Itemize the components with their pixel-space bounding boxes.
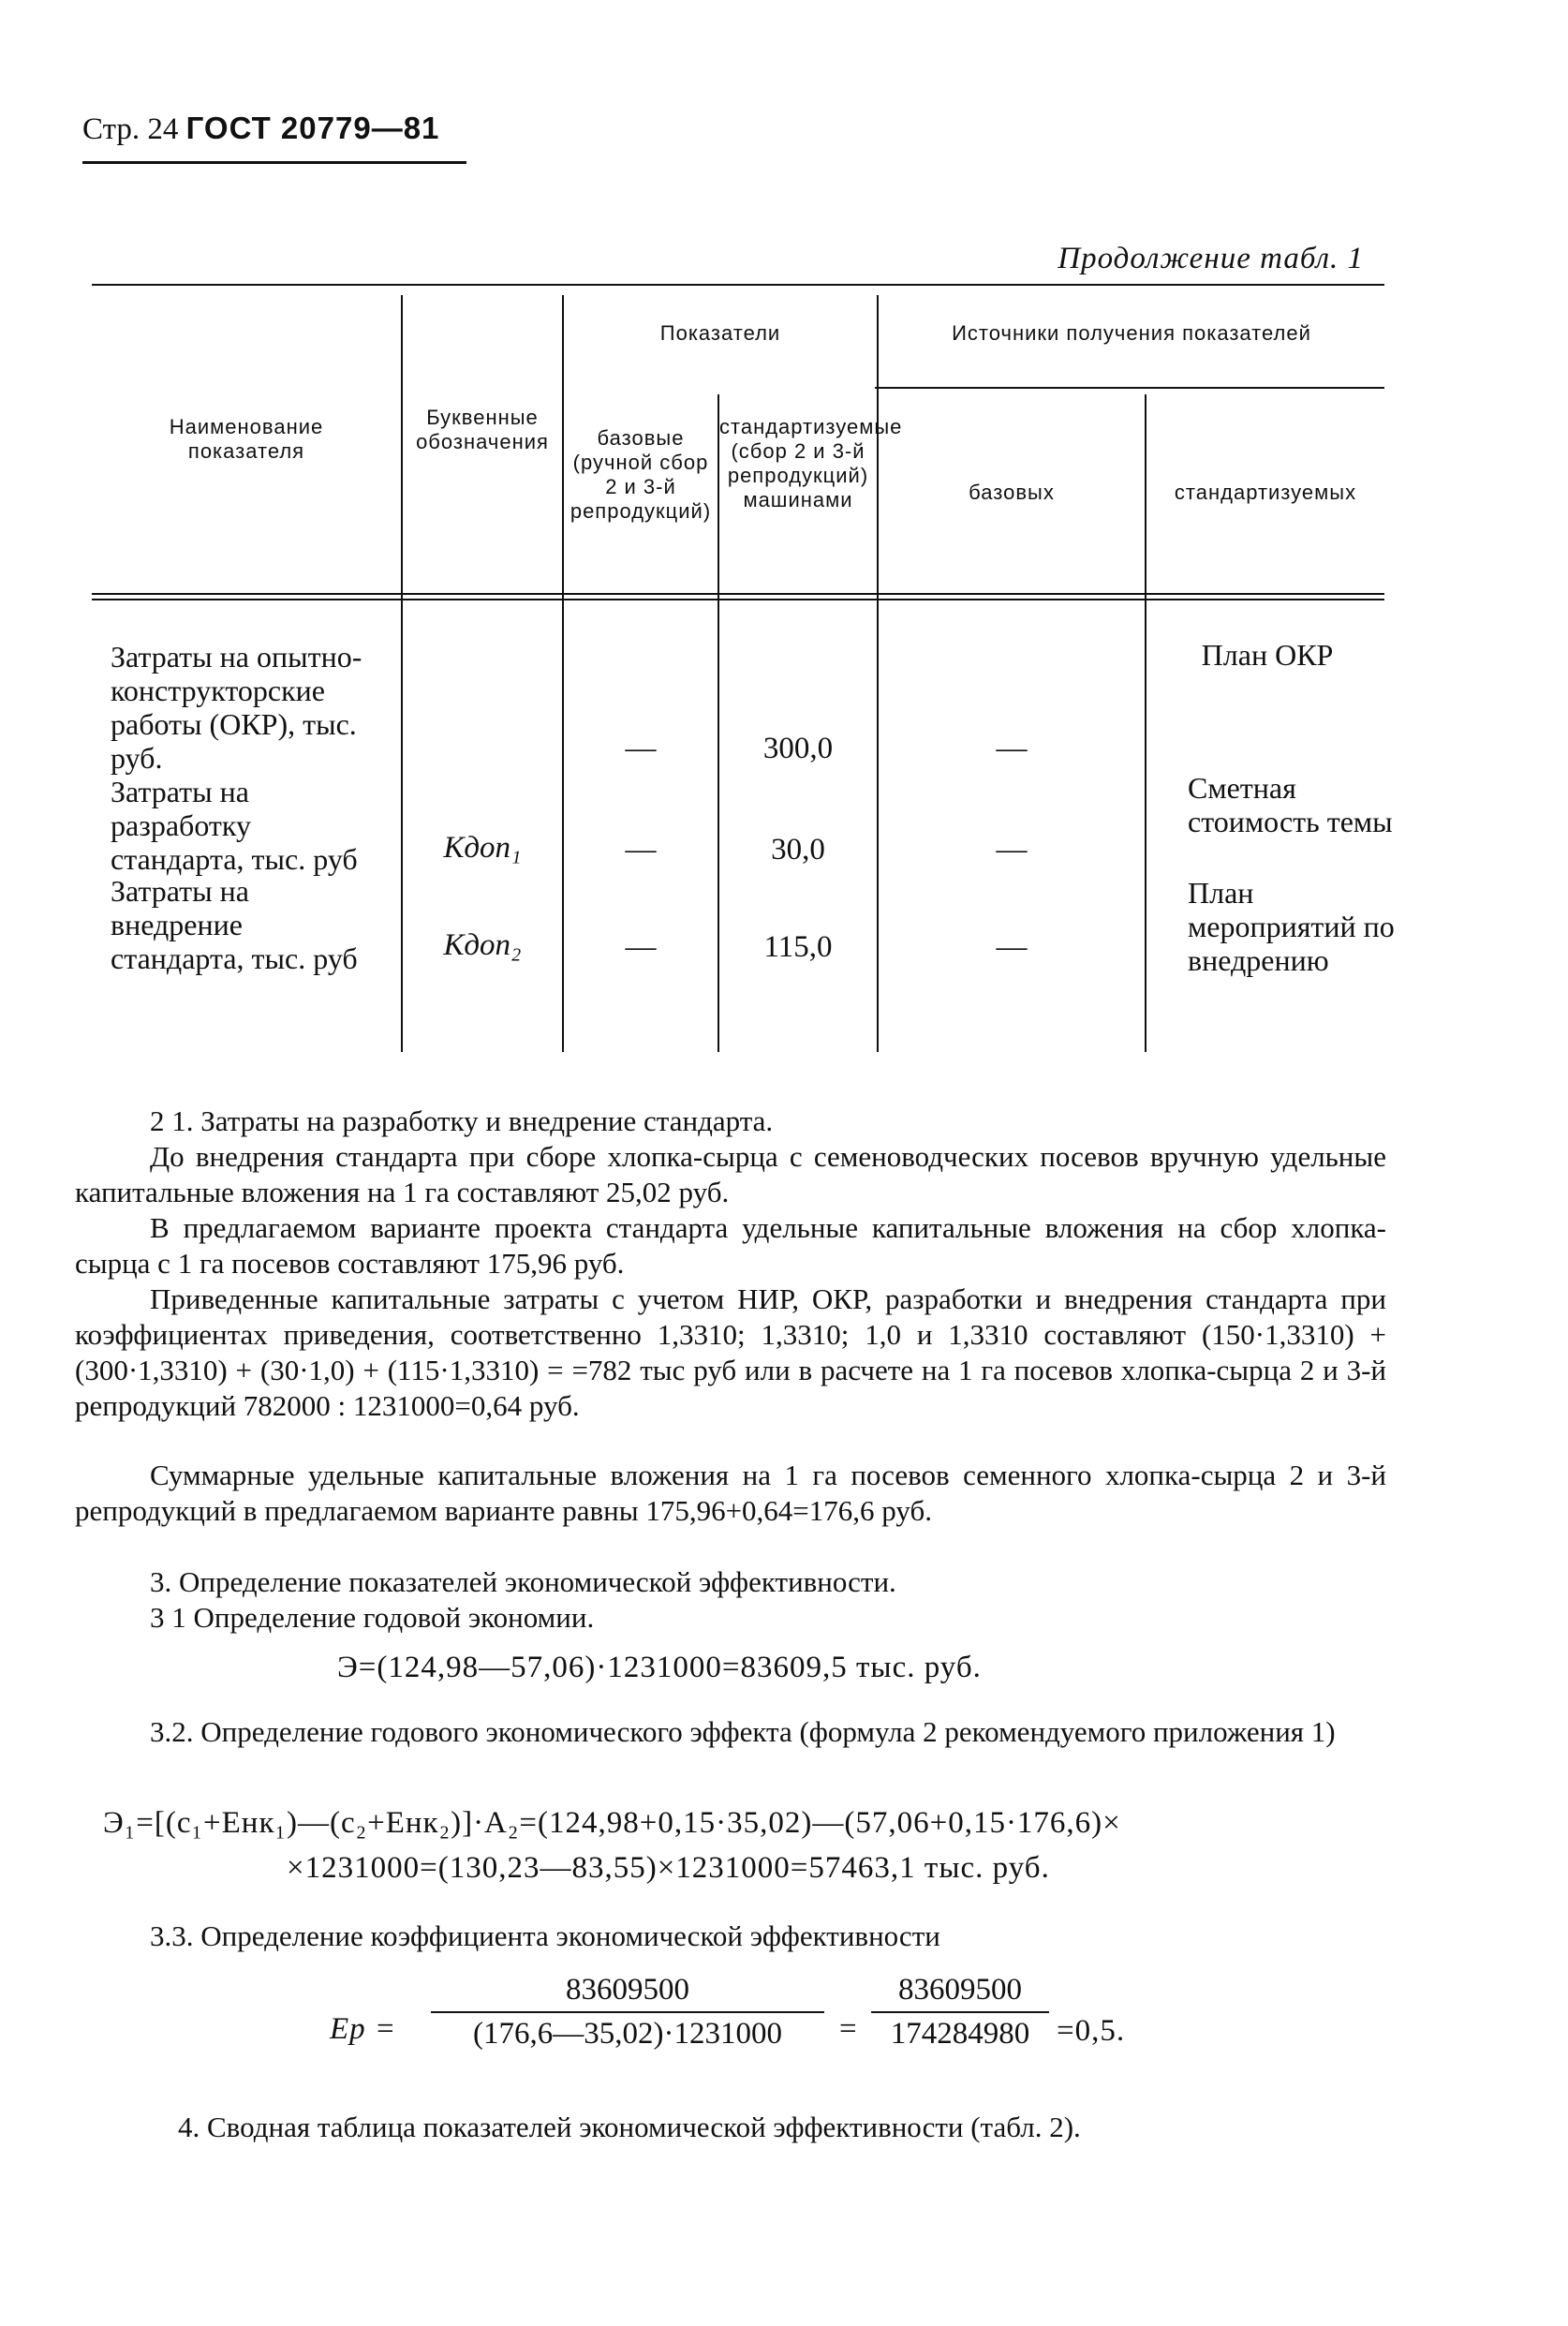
- para-reduced-costs: Приведенные капитальные затраты с учетом НИР, ОКР, разработки и внедрения стандарта при коэффициентах приведения, соответственно 1,3310; 1,3310; 1,0 и 1,3310 составляют (150·1,3310) + (300·1,3310) + (30·1,0) + (115·1,3310) = =782 тыс руб или в расчете на 1 га посевов хлопка-сырца 2 и 3-й репродукций 782000 : 1231000=0,64 руб.: [75, 1282, 1386, 1422]
- row-impl-src-base: —: [996, 930, 1028, 964]
- para-total-investments: Суммарные удельные капитальные вложения на 1 га посевов семенного хлопка-сырца 2 и 3-й репродукций в предлагаемом варианте равны 175,96+0,64=176,6 руб.: [75, 1459, 1386, 1527]
- header-standardized: стандартизуемые (сбор 2 и 3-й репродукций) машинами: [719, 415, 903, 511]
- table-top-rule: [92, 284, 1384, 286]
- gost-number: ГОСТ 20779—81: [185, 111, 440, 145]
- row-dev-std: 30,0: [771, 833, 825, 867]
- header-name: Наименование показателя: [169, 415, 324, 463]
- para-3-3: 3.3. Определение коэффициента экономической эффективности: [150, 1919, 940, 1952]
- indicators-table: [92, 284, 1395, 1052]
- row-okr-std: 300,0: [762, 732, 834, 765]
- row-dev-base: —: [625, 833, 657, 867]
- table-sources-subrule: [875, 387, 1384, 389]
- formula-coefficient-fraction-1: [431, 1973, 824, 2052]
- row-impl-base: —: [625, 930, 657, 964]
- header-letter: Буквенные обозначения: [416, 406, 549, 453]
- row-dev-name: Затраты на разработку стандарта, тыс. руб: [111, 775, 358, 876]
- table-continuation-label: Продолжение табл. 1: [1058, 242, 1364, 275]
- para-before-standard: До внедрения стандарта при сборе хлопка-сырца с семеноводческих посевов вручную удельные капитальные вложения на 1 га составляют 25,02 руб.: [75, 1140, 1386, 1208]
- row-impl-name: Затраты на внедрение стандарта, тыс. руб: [111, 874, 358, 975]
- header-rule: [82, 161, 466, 164]
- para-3-2: 3.2. Определение годового экономического эффекта (формула 2 рекомендуемого приложения 1): [150, 1715, 1336, 1748]
- row-dev-src-std: Сметная стоимость темы: [1188, 771, 1393, 838]
- para-3-1: 3 1 Определение годовой экономии.: [150, 1601, 595, 1634]
- row-okr-name: Затраты на опытно-конструкторские работы (ОКР), тыс. руб.: [111, 640, 362, 775]
- header-source-base: базовых: [969, 481, 1055, 504]
- row-impl-std: 115,0: [763, 930, 833, 964]
- formula-annual-savings: Э=(124,98—57,06)·1231000=83609,5 тыс. руб.: [337, 1651, 982, 1684]
- row-okr-src-base: —: [996, 732, 1028, 765]
- header-base: базовые (ручной сбор 2 и 3-й репродукций): [570, 426, 712, 523]
- fraction-1-numerator: 83609500: [566, 1973, 689, 2007]
- para-4: 4. Сводная таблица показателей экономической эффективности (табл. 2).: [178, 2111, 1081, 2143]
- header-source-standardized: стандартизуемых: [1174, 481, 1357, 504]
- row-impl-letter: Кдоп₂: [443, 928, 522, 962]
- para-2-1: 2 1. Затраты на разработку и внедрение стандарта.: [150, 1104, 774, 1137]
- row-dev-src-base: —: [996, 833, 1028, 867]
- fraction-2-numerator: 83609500: [898, 1973, 1022, 2007]
- header-indicators: Показатели: [659, 321, 781, 345]
- formula-coefficient-fraction-2: [871, 1973, 1049, 2052]
- fraction-1-denominator: (176,6—35,02)·1231000: [473, 2017, 782, 2051]
- header-sources: Источники получения показателей: [952, 321, 1311, 345]
- table-header-rule: [92, 593, 1384, 595]
- para-3: 3. Определение показателей экономической эффективности.: [150, 1565, 896, 1598]
- row-dev-letter: Кдоп₁: [443, 831, 522, 865]
- para-proposed-variant: В предлагаемом варианте проекта стандарта удельные капитальные вложения на сбор хлопка-сырца с 1 га посевов составляют 175,96 руб.: [75, 1211, 1386, 1280]
- formula-annual-effect-line2: ×1231000=(130,23—83,55)×1231000=57463,1 тыс. руб.: [287, 1851, 1050, 1885]
- fraction-2-bar: [871, 2011, 1049, 2013]
- table-header-rule-double: [92, 599, 1384, 600]
- row-okr-src-std: План ОКР: [1201, 638, 1334, 672]
- row-okr-base: —: [625, 732, 657, 765]
- page-label: Стр. 24: [82, 112, 179, 146]
- row-impl-src-std: План мероприятий по внедрению: [1188, 876, 1395, 977]
- formula-coefficient-equals: =: [839, 2012, 858, 2046]
- fraction-2-denominator: 174284980: [890, 2017, 1030, 2051]
- formula-coefficient-lhs: Eр =: [330, 2012, 397, 2046]
- fraction-1-bar: [431, 2011, 824, 2013]
- formula-annual-effect-line1: Э₁=[(c₁+Eнк₁)—(c₂+Eнк₂)]·A₂=(124,98+0,15·35,02)—(57,06+0,15·176,6)×: [103, 1806, 1121, 1840]
- page-header: [82, 111, 439, 147]
- formula-coefficient-result: =0,5.: [1057, 2014, 1126, 2048]
